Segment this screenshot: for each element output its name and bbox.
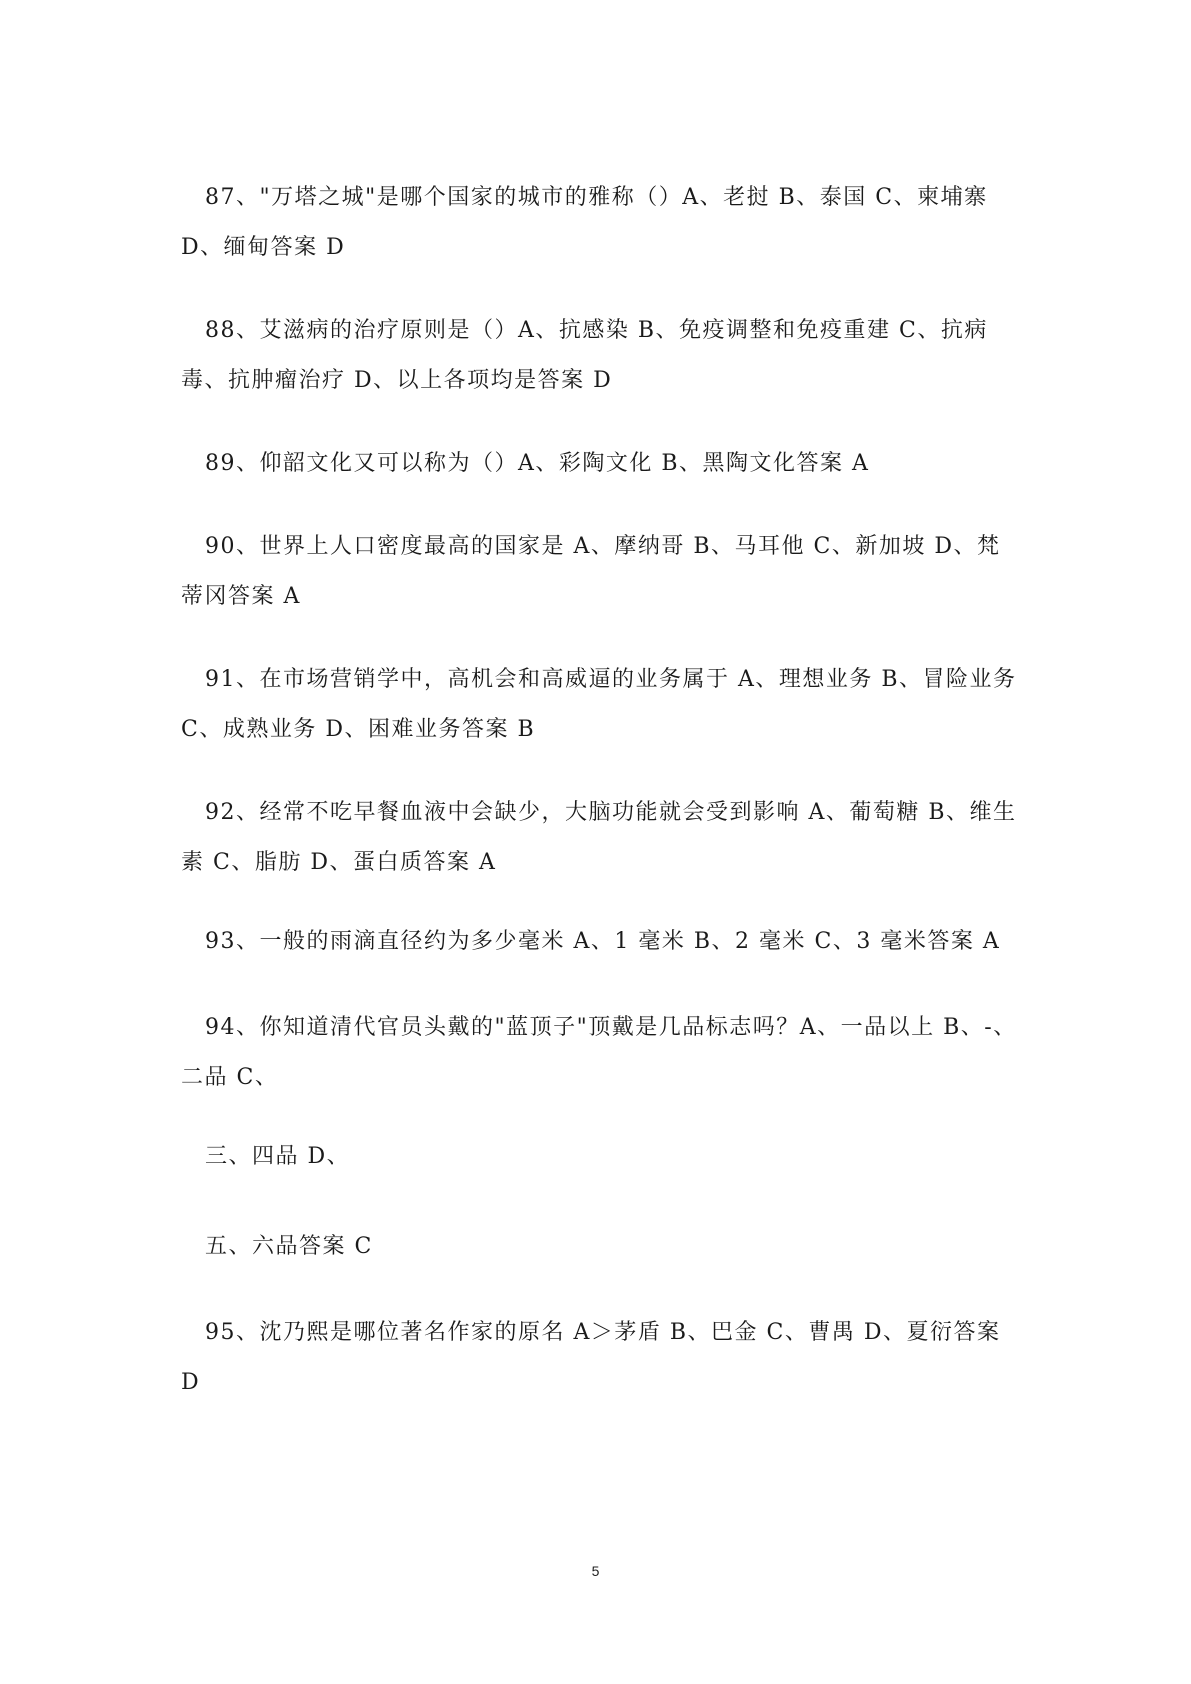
question-91: 91、在市场营销学中，高机会和高威逼的业务属于 A、理想业务 B、冒险业务 C、成熟业务 D、困难业务答案 B — [181, 667, 1017, 742]
page-number: 5 — [591, 1563, 600, 1579]
question-94-continued-1: 三、四品 D、 — [205, 1144, 351, 1169]
question-95: 95、沈乃熙是哪位著名作家的原名 A＞茅盾 B、巴金 C、曹禺 D、夏衍答案 D — [181, 1320, 1001, 1395]
question-90: 90、世界上人口密度最高的国家是 A、摩纳哥 B、马耳他 C、新加坡 D、梵蒂冈答案 A — [181, 534, 1001, 609]
question-93: 93、一般的雨滴直径约为多少毫米 A、1 毫米 B、2 毫米 C、3 毫米答案 A — [205, 929, 1001, 954]
question-87: 87、"万塔之城"是哪个国家的城市的雅称（）A、老挝 B、泰国 C、柬埔寨 D、缅甸答案 D — [181, 185, 988, 260]
question-94-continued-2: 五、六品答案 C — [205, 1234, 373, 1259]
question-92: 92、经常不吃早餐血液中会缺少，大脑功能就会受到影响 A、葡萄糖 B、维生素 C、脂肪 D、蛋白质答案 A — [181, 800, 1017, 875]
question-89: 89、仰韶文化又可以称为（）A、彩陶文化 B、黑陶文化答案 A — [205, 451, 870, 476]
question-94: 94、你知道清代官员头戴的"蓝顶子"顶戴是几品标志吗？A、一品以上 B、-、二品 C、 — [181, 1015, 1017, 1090]
question-88: 88、艾滋病的治疗原则是（）A、抗感染 B、免疫调整和免疫重建 C、抗病毒、抗肿瘤治疗 D、以上各项均是答案 D — [181, 318, 988, 393]
